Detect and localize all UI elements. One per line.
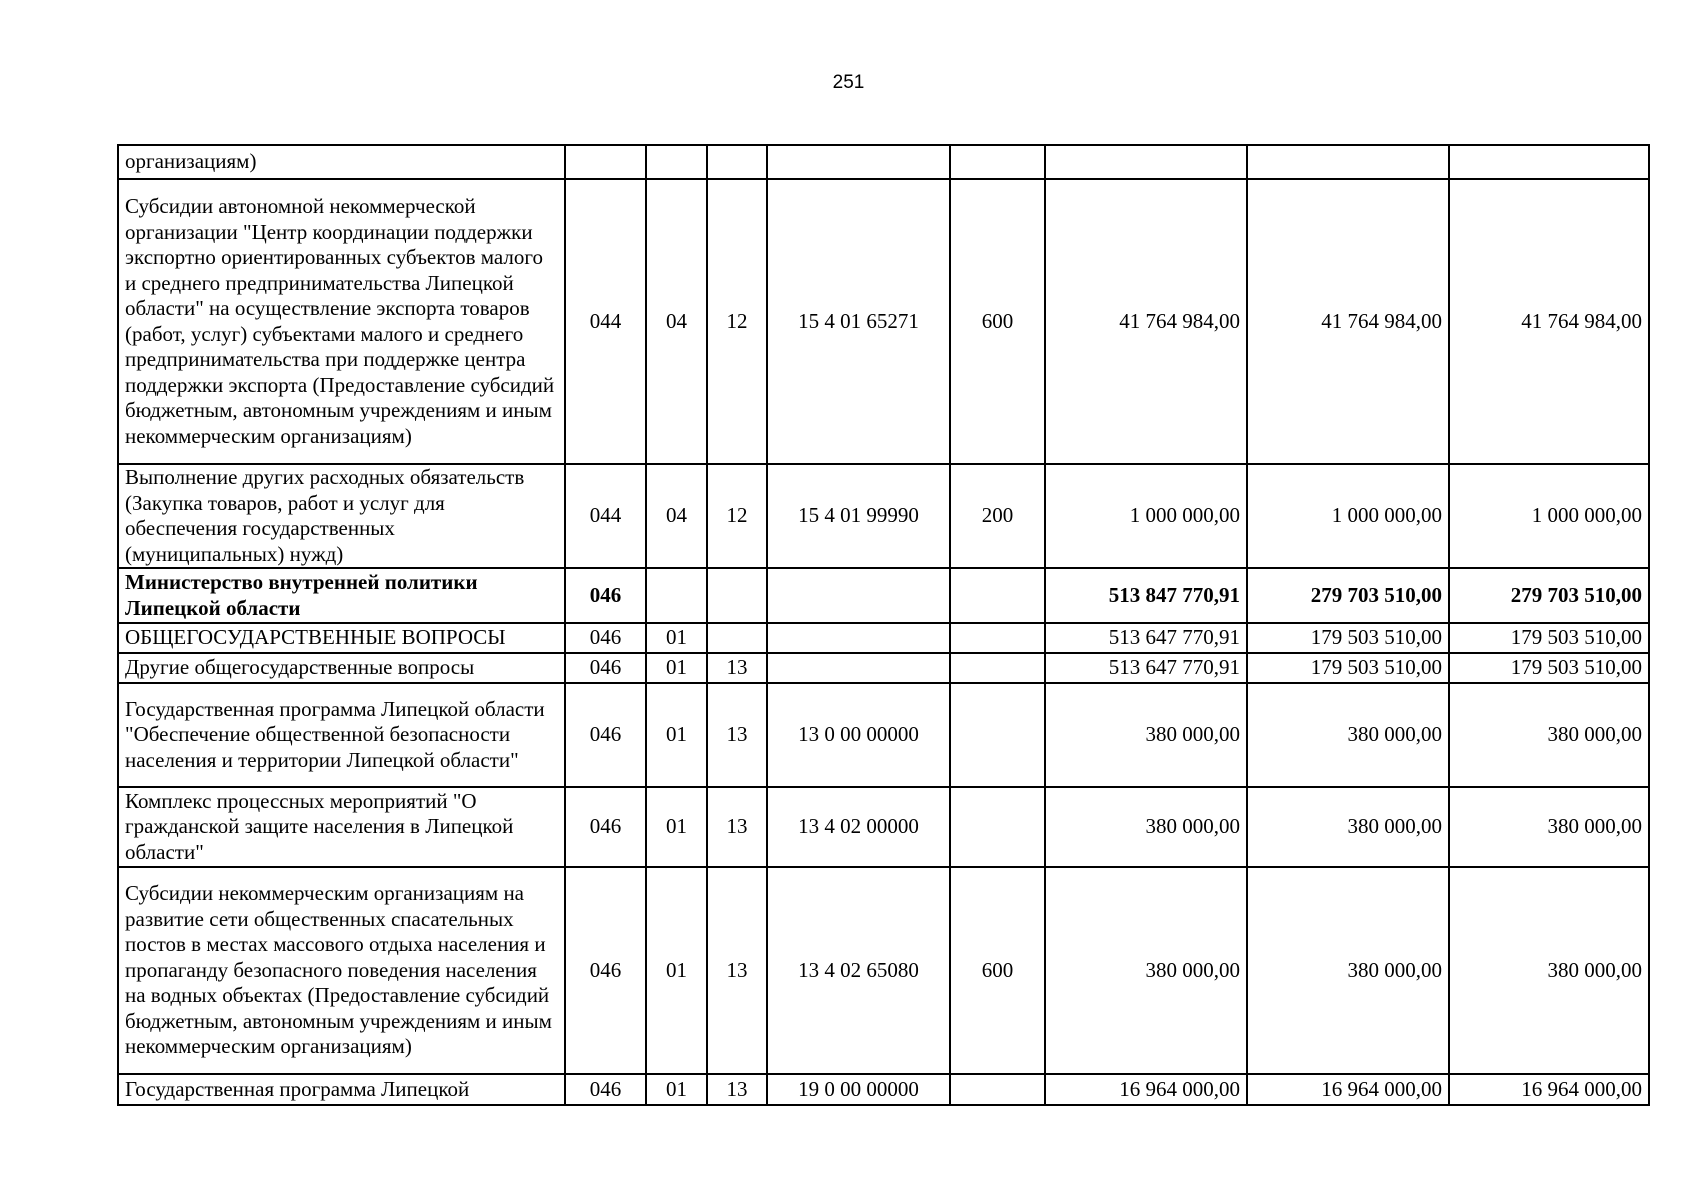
page-number: 251: [832, 72, 865, 93]
expense-type-cell: [950, 653, 1045, 683]
amount-year1-cell: 16 964 000,00: [1045, 1074, 1247, 1105]
ved-code-cell: 046: [565, 653, 646, 683]
amount-year3-cell: 16 964 000,00: [1449, 1074, 1649, 1105]
subsection-code-cell: 13: [707, 1074, 767, 1105]
target-article-cell: 13 4 02 65080: [767, 867, 950, 1074]
row-name-cell: организациям): [118, 145, 565, 179]
subsection-code-cell: [707, 568, 767, 623]
target-article-cell: 13 0 00 00000: [767, 683, 950, 787]
expense-type-cell: [950, 623, 1045, 653]
ved-code-cell: 046: [565, 867, 646, 1074]
ved-code-cell: 046: [565, 683, 646, 787]
amount-year3-cell: 179 503 510,00: [1449, 653, 1649, 683]
section-code-cell: 04: [646, 464, 707, 568]
ved-code-cell: 046: [565, 1074, 646, 1105]
section-code-cell: 01: [646, 683, 707, 787]
row-name-cell: ОБЩЕГОСУДАРСТВЕННЫЕ ВОПРОСЫ: [118, 623, 565, 653]
budget-table: [117, 144, 1650, 1106]
table-row: [118, 867, 1649, 1074]
subsection-code-cell: [707, 623, 767, 653]
ved-code-cell: 046: [565, 623, 646, 653]
amount-year2-cell: 179 503 510,00: [1247, 653, 1449, 683]
amount-year1-cell: [1045, 145, 1247, 179]
amount-year1-cell: 380 000,00: [1045, 683, 1247, 787]
target-article-cell: [767, 568, 950, 623]
target-article-cell: [767, 623, 950, 653]
ved-code-cell: [565, 145, 646, 179]
expense-type-cell: 600: [950, 867, 1045, 1074]
ved-code-cell: 046: [565, 787, 646, 867]
table-row: [118, 568, 1649, 623]
target-article-cell: [767, 145, 950, 179]
row-name-cell: Субсидии некоммерческим организациям на развитие сети общественных спасательных постов в местах массового отдыха населения и пропаганду безопасного поведения населения на водных объектах (Предоставление субсидий бюджетным, автономным учреждениям и иным некоммерческим организациям): [118, 867, 565, 1074]
amount-year2-cell: 380 000,00: [1247, 787, 1449, 867]
section-code-cell: 04: [646, 179, 707, 464]
subsection-code-cell: 13: [707, 653, 767, 683]
expense-type-cell: [950, 683, 1045, 787]
expense-type-cell: 200: [950, 464, 1045, 568]
subsection-code-cell: 13: [707, 683, 767, 787]
section-code-cell: 01: [646, 1074, 707, 1105]
ved-code-cell: 044: [565, 179, 646, 464]
amount-year3-cell: 1 000 000,00: [1449, 464, 1649, 568]
target-article-cell: [767, 653, 950, 683]
expense-type-cell: [950, 1074, 1045, 1105]
amount-year3-cell: 279 703 510,00: [1449, 568, 1649, 623]
section-code-cell: 01: [646, 653, 707, 683]
amount-year2-cell: 279 703 510,00: [1247, 568, 1449, 623]
subsection-code-cell: [707, 145, 767, 179]
amount-year1-cell: 41 764 984,00: [1045, 179, 1247, 464]
amount-year3-cell: 380 000,00: [1449, 683, 1649, 787]
subsection-code-cell: 12: [707, 464, 767, 568]
budget-table-body: [118, 145, 1649, 1105]
amount-year3-cell: 41 764 984,00: [1449, 179, 1649, 464]
table-row: [118, 179, 1649, 464]
section-code-cell: 01: [646, 623, 707, 653]
row-name-cell: Государственная программа Липецкой области "Обеспечение общественной безопасности населения и территории Липецкой области": [118, 683, 565, 787]
amount-year1-cell: 513 647 770,91: [1045, 623, 1247, 653]
row-name-cell: Государственная программа Липецкой: [118, 1074, 565, 1105]
target-article-cell: 15 4 01 65271: [767, 179, 950, 464]
amount-year2-cell: [1247, 145, 1449, 179]
table-row: [118, 653, 1649, 683]
table-row: [118, 787, 1649, 867]
amount-year3-cell: 179 503 510,00: [1449, 623, 1649, 653]
section-code-cell: 01: [646, 787, 707, 867]
amount-year1-cell: 513 647 770,91: [1045, 653, 1247, 683]
amount-year2-cell: 41 764 984,00: [1247, 179, 1449, 464]
section-code-cell: [646, 568, 707, 623]
section-code-cell: [646, 145, 707, 179]
target-article-cell: 13 4 02 00000: [767, 787, 950, 867]
subsection-code-cell: 12: [707, 179, 767, 464]
amount-year1-cell: 513 847 770,91: [1045, 568, 1247, 623]
table-row: [118, 623, 1649, 653]
amount-year2-cell: 16 964 000,00: [1247, 1074, 1449, 1105]
amount-year2-cell: 380 000,00: [1247, 683, 1449, 787]
table-row: [118, 683, 1649, 787]
target-article-cell: 15 4 01 99990: [767, 464, 950, 568]
table-row: [118, 1074, 1649, 1105]
amount-year2-cell: 380 000,00: [1247, 867, 1449, 1074]
table-row: [118, 145, 1649, 179]
amount-year1-cell: 380 000,00: [1045, 787, 1247, 867]
amount-year2-cell: 179 503 510,00: [1247, 623, 1449, 653]
table-row: [118, 464, 1649, 568]
row-name-cell: Субсидии автономной некоммерческой организации "Центр координации поддержки экспортно ориентированных субъектов малого и среднего предпринимательства Липецкой области" на осуществление экспорта товаров (работ, услуг) субъектами малого и среднего предпринимательства при поддержке центра поддержки экспорта (Предоставление субсидий бюджетным, автономным учреждениям и иным некоммерческим организациям): [118, 179, 565, 464]
ved-code-cell: 046: [565, 568, 646, 623]
row-name-cell: Другие общегосударственные вопросы: [118, 653, 565, 683]
subsection-code-cell: 13: [707, 867, 767, 1074]
target-article-cell: 19 0 00 00000: [767, 1074, 950, 1105]
row-name-cell: Выполнение других расходных обязательств (Закупка товаров, работ и услуг для обеспечения государственных (муниципальных) нужд): [118, 464, 565, 568]
expense-type-cell: [950, 787, 1045, 867]
amount-year3-cell: 380 000,00: [1449, 867, 1649, 1074]
amount-year1-cell: 380 000,00: [1045, 867, 1247, 1074]
expense-type-cell: [950, 145, 1045, 179]
amount-year2-cell: 1 000 000,00: [1247, 464, 1449, 568]
row-name-cell: Министерство внутренней политики Липецкой области: [118, 568, 565, 623]
expense-type-cell: 600: [950, 179, 1045, 464]
section-code-cell: 01: [646, 867, 707, 1074]
amount-year3-cell: 380 000,00: [1449, 787, 1649, 867]
subsection-code-cell: 13: [707, 787, 767, 867]
row-name-cell: Комплекс процессных мероприятий "О гражданской защите населения в Липецкой области": [118, 787, 565, 867]
amount-year3-cell: [1449, 145, 1649, 179]
ved-code-cell: 044: [565, 464, 646, 568]
expense-type-cell: [950, 568, 1045, 623]
amount-year1-cell: 1 000 000,00: [1045, 464, 1247, 568]
